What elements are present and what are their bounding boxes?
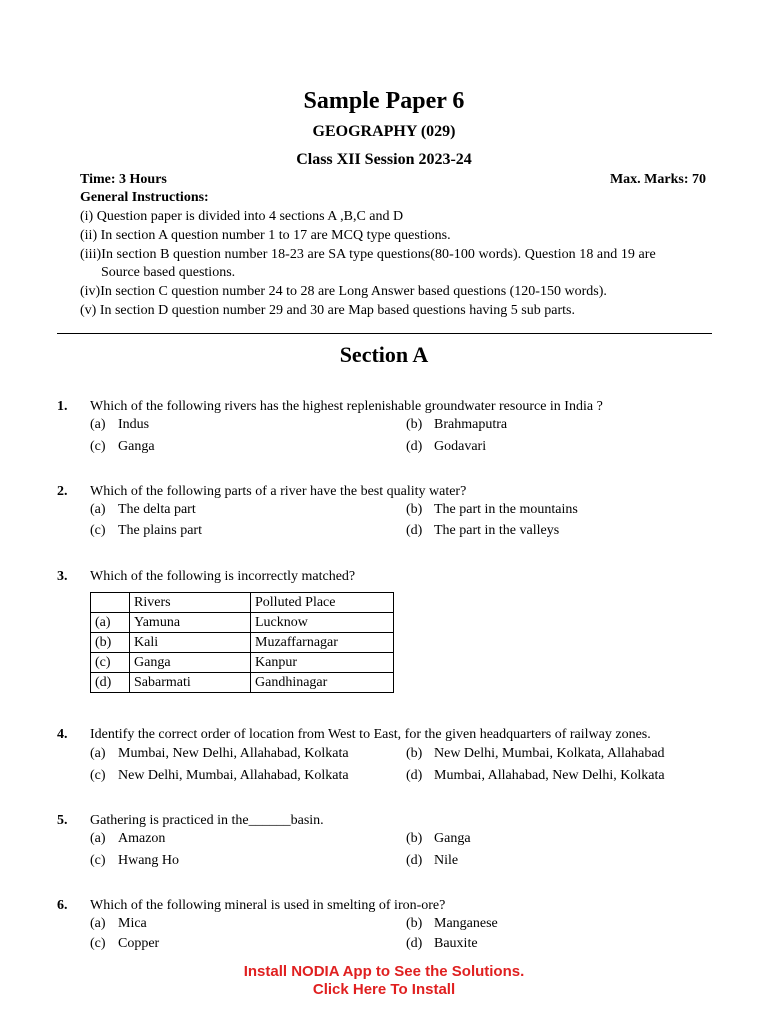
question-number: 2. [57, 484, 68, 499]
question-number: 6. [57, 898, 68, 913]
option [406, 916, 498, 932]
question-text: Which of the following is incorrectly matched? [90, 569, 356, 584]
instruction-item: (iii)In section B question number 18-23 are SA type questions(80-100 words). Question 18 and 19 are [80, 247, 656, 262]
question-number: 4. [57, 727, 68, 742]
table-cell: Muzaffarnagar [251, 633, 394, 653]
table-cell: Sabarmati [130, 673, 251, 693]
option-label: (b) [406, 746, 423, 761]
option-label: (d) [406, 768, 423, 783]
option-label: (a) [90, 916, 106, 931]
option-text: Copper [118, 936, 160, 951]
question-number: 5. [57, 813, 68, 828]
table-row [91, 633, 394, 653]
paper-title: Sample Paper 6 [303, 88, 465, 114]
option [90, 417, 149, 433]
option [406, 936, 478, 952]
question-text: Gathering is practiced in the______basin. [90, 813, 324, 828]
table-cell: Lucknow [251, 613, 394, 633]
option [406, 831, 471, 847]
question-text: Which of the following mineral is used in smelting of iron-ore? [90, 898, 446, 913]
option-text: Godavari [434, 439, 487, 454]
table-row [91, 653, 394, 673]
option-text: The plains part [118, 523, 202, 538]
table-header-cell: Polluted Place [251, 593, 394, 613]
max-marks: Max. Marks: 70 [609, 172, 706, 187]
instruction-item: (ii) In section A question number 1 to 17 are MCQ type questions. [80, 228, 451, 243]
option [90, 831, 165, 847]
option-text: Bauxite [434, 936, 478, 951]
option-text: The delta part [118, 502, 196, 517]
option-label: (a) [90, 417, 106, 432]
option-text: Indus [118, 417, 150, 432]
question-text: Which of the following rivers has the highest replenishable groundwater resource in India ? [90, 399, 603, 414]
option-label: (d) [406, 439, 423, 454]
option-label: (d) [406, 853, 423, 868]
option [90, 768, 349, 784]
match-table [90, 592, 394, 693]
option-label: (b) [406, 916, 423, 931]
divider [57, 333, 712, 334]
option [406, 439, 486, 455]
option-text: The part in the mountains [434, 502, 578, 517]
option [406, 768, 665, 784]
class-session: Class XII Session 2023-24 [296, 151, 472, 168]
option-text: New Delhi, Mumbai, Allahabad, Kolkata [118, 768, 349, 783]
table-cell: Yamuna [130, 613, 251, 633]
option [90, 936, 159, 952]
subject-code: GEOGRAPHY (029) [312, 123, 456, 140]
instruction-item: (v) In section D question number 29 and 30 are Map based questions having 5 sub parts. [80, 303, 575, 318]
option-text: Mica [118, 916, 147, 931]
question-number: 1. [57, 399, 68, 414]
option-text: Mumbai, New Delhi, Allahabad, Kolkata [118, 746, 349, 761]
option-label: (a) [90, 831, 106, 846]
option-text: New Delhi, Mumbai, Kolkata, Allahabad [434, 746, 665, 761]
option [90, 916, 147, 932]
table-cell: (c) [91, 653, 130, 673]
option-text: Brahmaputra [434, 417, 508, 432]
table-header-cell: Rivers [130, 593, 251, 613]
install-app-link[interactable] [0, 963, 768, 999]
table-cell: Kali [130, 633, 251, 653]
table-cell: (d) [91, 673, 130, 693]
option [90, 853, 179, 869]
table-header-cell [91, 593, 130, 613]
option-label: (d) [406, 936, 423, 951]
time-allowed: Time: 3 Hours [80, 172, 167, 187]
option-text: Ganga [434, 831, 471, 846]
option [90, 502, 196, 518]
table-cell: Kanpur [251, 653, 394, 673]
option-label: (a) [90, 746, 106, 761]
option-label: (c) [90, 936, 106, 951]
option-label: (d) [406, 523, 423, 538]
instruction-item: (iv)In section C question number 24 to 28 are Long Answer based questions (120-150 words). [80, 284, 607, 299]
section-title: Section A [339, 342, 429, 367]
instruction-item: (i) Question paper is divided into 4 sections A ,B,C and D [80, 209, 404, 224]
install-app-line2[interactable]: Click Here To Install [312, 981, 456, 998]
table-row [91, 613, 394, 633]
install-app-line1[interactable]: Install NODIA App to See the Solutions. [243, 963, 525, 980]
option [406, 853, 458, 869]
instruction-item-continued: Source based questions. [101, 265, 236, 280]
table-header-row [91, 593, 394, 613]
option [90, 439, 155, 455]
option [90, 523, 202, 539]
option-label: (a) [90, 502, 106, 517]
option-text: Manganese [434, 916, 498, 931]
table-cell: Gandhinagar [251, 673, 394, 693]
option-text: Mumbai, Allahabad, New Delhi, Kolkata [434, 768, 665, 783]
option-label: (b) [406, 417, 423, 432]
option [406, 417, 507, 433]
option-label: (c) [90, 768, 106, 783]
option-label: (b) [406, 831, 423, 846]
option [406, 746, 665, 762]
table-cell: Ganga [130, 653, 251, 673]
option-text: Ganga [118, 439, 155, 454]
option-label: (b) [406, 502, 423, 517]
question-text: Identify the correct order of location from West to East, for the given headquarters of railway zones. [90, 727, 651, 742]
option [90, 746, 349, 762]
option-text: Nile [434, 853, 459, 868]
question-text: Which of the following parts of a river have the best quality water? [90, 484, 467, 499]
option-label: (c) [90, 523, 106, 538]
instructions-heading: General Instructions: [80, 190, 209, 205]
option-text: Amazon [118, 831, 166, 846]
option-label: (c) [90, 439, 106, 454]
option-label: (c) [90, 853, 106, 868]
option-text: Hwang Ho [118, 853, 180, 868]
option [406, 502, 578, 518]
table-cell: (b) [91, 633, 130, 653]
question-number: 3. [57, 569, 68, 584]
table-row [91, 673, 394, 693]
table-cell: (a) [91, 613, 130, 633]
option-text: The part in the valleys [434, 523, 560, 538]
option [406, 523, 559, 539]
